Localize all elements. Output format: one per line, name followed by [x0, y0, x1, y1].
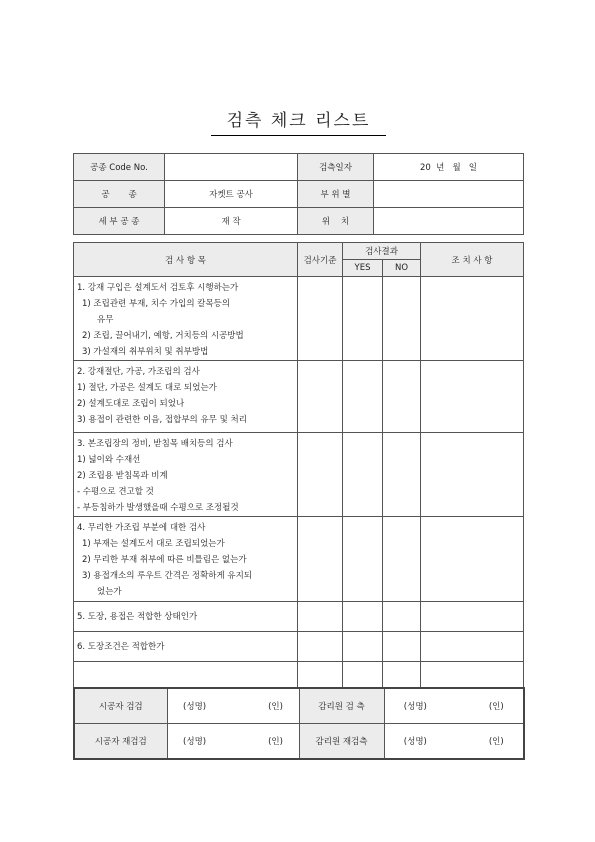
no-cell[interactable]	[383, 662, 421, 688]
no-cell[interactable]	[383, 517, 421, 602]
seal-label: (인)	[488, 737, 504, 747]
yes-cell[interactable]	[343, 602, 383, 632]
item-line: 4. 무리한 가조립 부분에 대한 검사	[77, 523, 206, 533]
checklist-row	[74, 662, 524, 688]
supervisor-resignature-field[interactable]	[384, 724, 524, 760]
checklist-row	[74, 433, 524, 517]
contractor-reinspection-label: 시공자 재검검	[74, 724, 167, 760]
checklist-header-row-1	[74, 243, 524, 260]
seal-label: (인)	[268, 702, 283, 712]
location-value[interactable]	[374, 208, 524, 235]
item-line: 3. 본조립장의 정비, 받침목 배치등의 검사	[77, 439, 233, 449]
header-result: 검사결과	[343, 243, 421, 260]
action-cell[interactable]	[421, 517, 524, 602]
item-line: 었는가	[97, 587, 122, 597]
item-line: 6. 도장조건은 적합한가	[77, 641, 165, 652]
criteria-cell[interactable]	[298, 662, 343, 688]
inspection-date-label: 검측일자	[298, 154, 374, 181]
checklist-row	[74, 277, 524, 361]
action-cell[interactable]	[421, 602, 524, 632]
check-item	[74, 602, 298, 632]
yes-cell[interactable]	[343, 662, 383, 688]
header-yes: YES	[343, 260, 383, 277]
criteria-cell[interactable]	[298, 602, 343, 632]
header-action: 조 치 사 항	[421, 243, 524, 277]
checklist-row	[74, 361, 524, 433]
contractor-inspection-label: 시공자 검검	[74, 688, 167, 724]
item-line: - 부등침하가 발생했을때 수평으로 조정될것	[77, 503, 239, 513]
yes-cell[interactable]	[343, 517, 383, 602]
criteria-cell[interactable]	[298, 277, 343, 361]
signature-table	[73, 687, 525, 760]
action-cell[interactable]	[421, 277, 524, 361]
part-label: 부 위 별	[298, 181, 374, 208]
yes-cell[interactable]	[343, 433, 383, 517]
check-item	[74, 433, 298, 517]
name-label: (성명)	[403, 702, 427, 712]
item-line: 3) 가설재의 취부위치 및 취부방법	[82, 347, 209, 357]
name-label: (성명)	[183, 702, 207, 712]
check-item	[74, 361, 298, 433]
item-line: 유무	[97, 315, 114, 325]
item-line: 2) 조립, 끌어내기, 예항, 거치등의 시공방법	[82, 331, 244, 341]
yes-cell[interactable]	[343, 361, 383, 433]
info-table	[73, 153, 524, 235]
header-no: NO	[383, 260, 421, 277]
no-cell[interactable]	[383, 277, 421, 361]
item-line: 2) 무리한 부재 취부에 따른 비틀림은 없는가	[82, 555, 247, 565]
seal-label: (인)	[488, 702, 504, 712]
check-item	[74, 517, 298, 602]
item-line: - 수평으로 견고할 것	[77, 487, 154, 497]
location-label: 위 치	[298, 208, 374, 235]
work-type-label: 공 종	[74, 181, 165, 208]
item-line: 2) 설계도대로 조립이 되었나	[77, 399, 185, 409]
work-type-value[interactable]: 자켓트 공사	[165, 181, 298, 208]
no-cell[interactable]	[383, 602, 421, 632]
yes-cell[interactable]	[343, 277, 383, 361]
item-line: 1) 조립관련 부재, 치수 가입의 칼목등의	[82, 299, 231, 309]
criteria-cell[interactable]	[298, 632, 343, 662]
action-cell[interactable]	[421, 433, 524, 517]
criteria-cell[interactable]	[298, 517, 343, 602]
item-line: 3) 용접이 관련한 이음, 접합부의 유무 및 처리	[77, 415, 247, 425]
signature-row-2	[74, 724, 524, 760]
header-criteria: 검사기준	[298, 243, 343, 277]
header-item: 검 사 항 목	[74, 243, 298, 277]
action-cell[interactable]	[421, 361, 524, 433]
action-cell[interactable]	[421, 662, 524, 688]
info-row-detail	[74, 208, 524, 235]
no-cell[interactable]	[383, 361, 421, 433]
item-line: 1. 강재 구입은 설계도서 검토후 시행하는가	[77, 283, 239, 293]
criteria-cell[interactable]	[298, 433, 343, 517]
item-line: 1) 절단, 가공은 설계도 대로 되었는가	[77, 383, 217, 393]
check-item[interactable]	[74, 662, 298, 688]
checklist-table	[73, 242, 524, 688]
item-line: 5. 도장, 용접은 적합한 상태인가	[77, 611, 198, 622]
item-line: 3) 용접개소의 루우트 간격은 정확하게 유지되	[82, 571, 253, 581]
detail-work-value[interactable]: 재 작	[165, 208, 298, 235]
code-label: 공종 Code No.	[74, 154, 165, 181]
detail-work-label: 세 부 공 종	[74, 208, 165, 235]
item-line: 2) 조립용 받침목과 비계	[77, 471, 168, 481]
yes-cell[interactable]	[343, 632, 383, 662]
seal-label: (인)	[268, 737, 283, 747]
page-title: 검측 체크 리스트	[211, 106, 386, 136]
info-row-code	[74, 154, 524, 181]
check-item	[74, 632, 298, 662]
no-cell[interactable]	[383, 433, 421, 517]
no-cell[interactable]	[383, 632, 421, 662]
contractor-signature-field[interactable]	[167, 688, 299, 724]
action-cell[interactable]	[421, 632, 524, 662]
item-line: 1) 부재는 설계도서 대로 조립되었는가	[82, 539, 225, 549]
name-label: (성명)	[183, 737, 207, 747]
item-line: 1) 넓이와 수재선	[77, 455, 141, 465]
code-value[interactable]	[165, 154, 298, 181]
supervisor-inspection-label: 감리원 검 측	[299, 688, 384, 724]
name-label: (성명)	[403, 737, 427, 747]
signature-row-1	[74, 688, 524, 724]
info-row-work-type	[74, 181, 524, 208]
criteria-cell[interactable]	[298, 361, 343, 433]
item-line: 2. 강재절단, 가공, 가조립의 검사	[77, 367, 200, 377]
inspection-date-value[interactable]: 20 년 월 일	[374, 154, 524, 181]
part-value[interactable]	[374, 181, 524, 208]
checklist-row	[74, 517, 524, 602]
check-item	[74, 277, 298, 361]
supervisor-reinspection-label: 감리원 재검측	[299, 724, 384, 760]
checklist-row	[74, 632, 524, 662]
checklist-row	[74, 602, 524, 632]
contractor-resignature-field[interactable]	[167, 724, 299, 760]
supervisor-signature-field[interactable]	[384, 688, 524, 724]
